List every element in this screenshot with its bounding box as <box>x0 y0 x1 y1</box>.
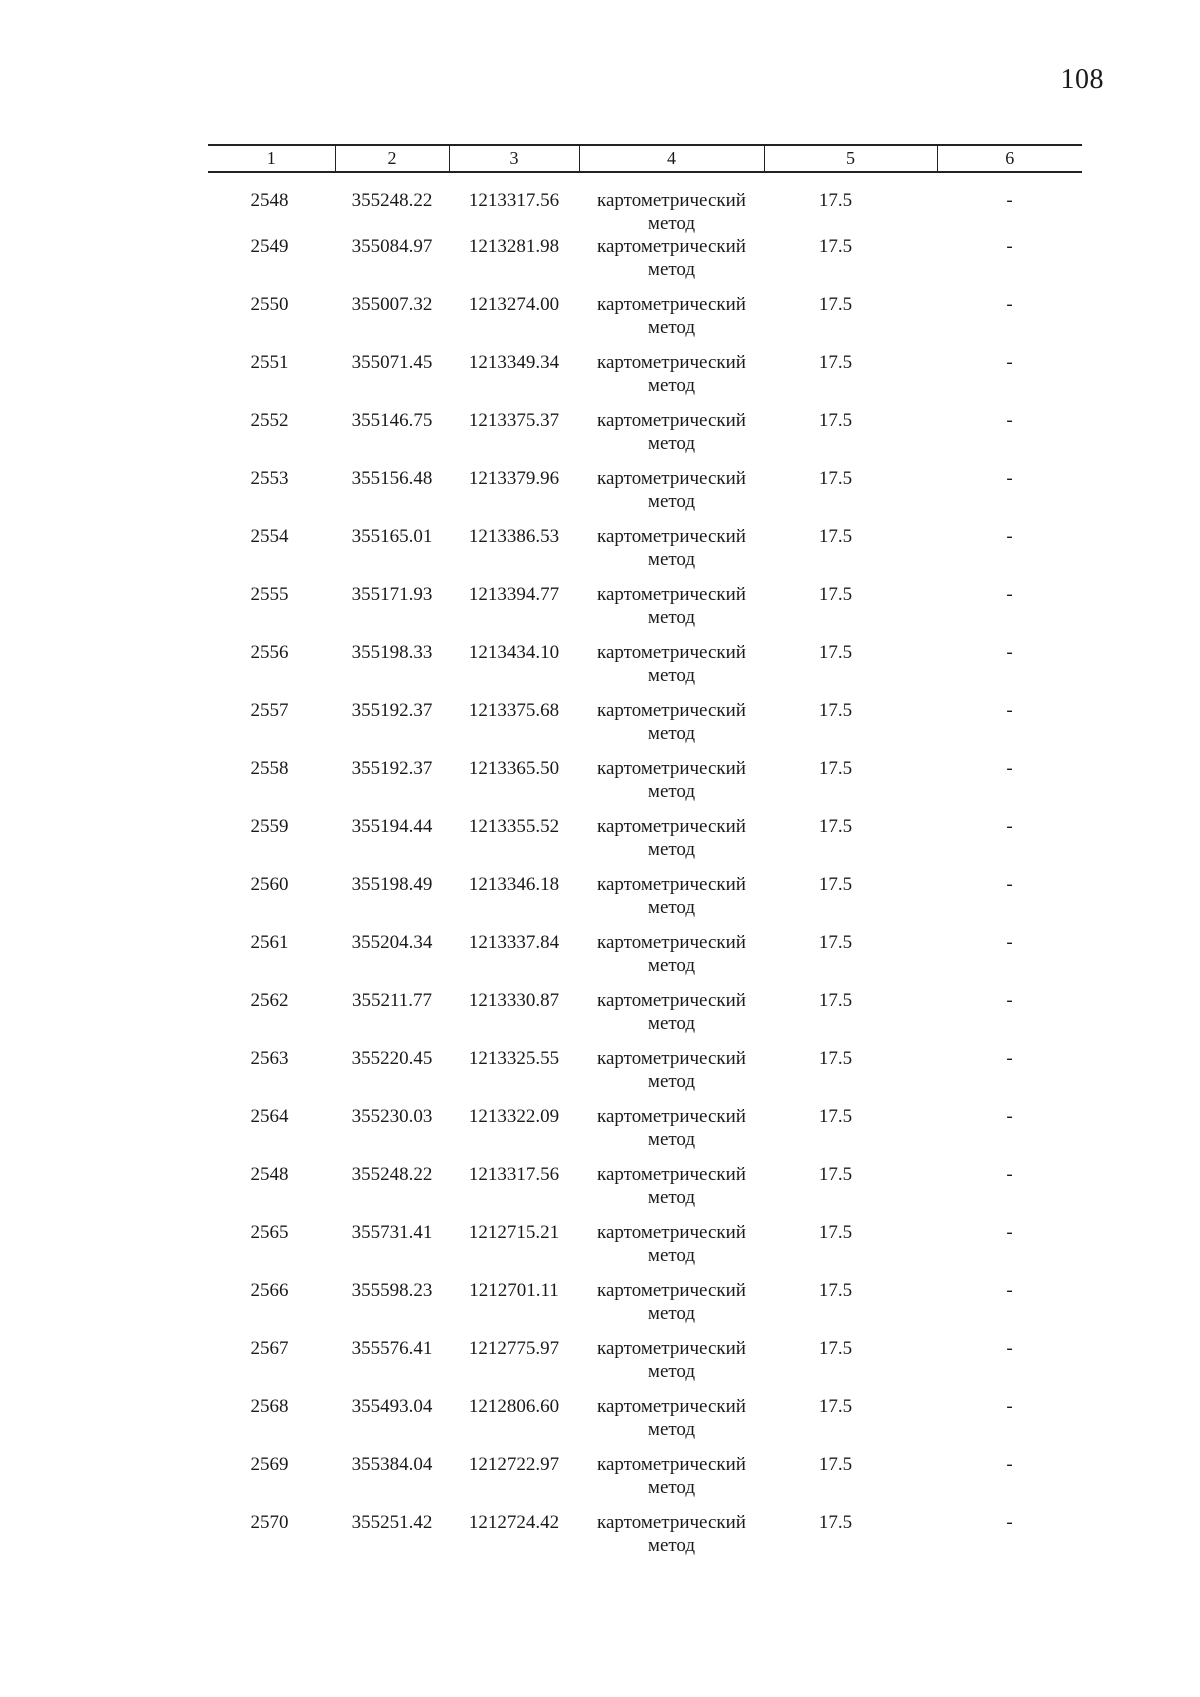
x-coordinate-cell: 355007.32 <box>351 294 433 315</box>
point-number-cell: 2562 <box>250 990 289 1011</box>
note-cell: - <box>1006 1280 1013 1301</box>
x-coordinate-cell: 355192.37 <box>351 700 433 721</box>
point-number-cell: 2558 <box>250 758 289 779</box>
x-coordinate-cell: 355156.48 <box>351 468 433 489</box>
note-cell: - <box>1006 932 1013 953</box>
y-coordinate-cell: 1213434.10 <box>468 642 560 663</box>
method-cell <box>579 699 764 757</box>
accuracy-cell: 17.5 <box>818 410 853 431</box>
point-number-cell: 2565 <box>250 1222 289 1243</box>
note-cell: - <box>1006 990 1013 1011</box>
method-line-2: метод <box>647 1187 696 1208</box>
y-coordinate-cell: 1212722.97 <box>468 1454 560 1475</box>
coordinates-table-container <box>208 144 1082 1569</box>
method-line-1: картометрический <box>597 1454 746 1475</box>
accuracy-cell: 17.5 <box>818 700 853 721</box>
method-cell <box>579 1279 764 1337</box>
method-line-2: метод <box>647 897 696 918</box>
note-cell: - <box>1006 758 1013 779</box>
y-coordinate-cell: 1212715.21 <box>468 1222 560 1243</box>
point-number-cell: 2567 <box>250 1338 289 1359</box>
point-number-cell: 2548 <box>250 1164 289 1185</box>
method-line-1: картометрический <box>597 1164 746 1185</box>
x-coordinate-cell: 355165.01 <box>351 526 433 547</box>
table-row <box>208 1395 1082 1453</box>
point-number-cell: 2556 <box>250 642 289 663</box>
method-line-1: картометрический <box>597 874 746 895</box>
method-line-2: метод <box>647 1535 696 1556</box>
x-coordinate-cell: 355731.41 <box>351 1222 433 1243</box>
y-coordinate-cell: 1213394.77 <box>468 584 560 605</box>
note-cell: - <box>1006 874 1013 895</box>
table-row <box>208 467 1082 525</box>
note-cell: - <box>1006 816 1013 837</box>
table-row <box>208 1279 1082 1337</box>
method-line-1: картометрический <box>597 1222 746 1243</box>
note-cell: - <box>1006 1164 1013 1185</box>
x-coordinate-cell: 355194.44 <box>351 816 433 837</box>
accuracy-cell: 17.5 <box>818 1512 853 1533</box>
table-row <box>208 641 1082 699</box>
accuracy-cell: 17.5 <box>818 1222 853 1243</box>
point-number-cell: 2561 <box>250 932 289 953</box>
x-coordinate-cell: 355251.42 <box>351 1512 433 1533</box>
note-cell: - <box>1006 190 1013 211</box>
column-header-3: 3 <box>449 145 579 172</box>
method-line-1: картометрический <box>597 1280 746 1301</box>
table-row <box>208 989 1082 1047</box>
table-row <box>208 525 1082 583</box>
accuracy-cell: 17.5 <box>818 1164 853 1185</box>
y-coordinate-cell: 1212806.60 <box>468 1396 560 1417</box>
method-line-2: метод <box>647 433 696 454</box>
y-coordinate-cell: 1213386.53 <box>468 526 560 547</box>
point-number-cell: 2566 <box>250 1280 289 1301</box>
method-cell <box>579 409 764 467</box>
y-coordinate-cell: 1213349.34 <box>468 352 560 373</box>
table-row <box>208 1453 1082 1511</box>
accuracy-cell: 17.5 <box>818 468 853 489</box>
coordinates-table <box>208 144 1082 1569</box>
method-cell <box>579 1105 764 1163</box>
accuracy-cell: 17.5 <box>818 584 853 605</box>
method-cell <box>579 1511 764 1569</box>
note-cell: - <box>1006 1512 1013 1533</box>
point-number-cell: 2553 <box>250 468 289 489</box>
method-line-2: метод <box>647 781 696 802</box>
method-line-2: метод <box>647 1361 696 1382</box>
x-coordinate-cell: 355598.23 <box>351 1280 433 1301</box>
y-coordinate-cell: 1213317.56 <box>468 190 560 211</box>
method-line-2: метод <box>647 723 696 744</box>
point-number-cell: 2569 <box>250 1454 289 1475</box>
x-coordinate-cell: 355204.34 <box>351 932 433 953</box>
note-cell: - <box>1006 584 1013 605</box>
note-cell: - <box>1006 700 1013 721</box>
table-row <box>208 1105 1082 1163</box>
method-cell <box>579 351 764 409</box>
table-row <box>208 1337 1082 1395</box>
table-row <box>208 873 1082 931</box>
method-line-2: метод <box>647 317 696 338</box>
method-line-1: картометрический <box>597 190 746 211</box>
method-cell <box>579 873 764 931</box>
method-line-1: картометрический <box>597 816 746 837</box>
x-coordinate-cell: 355220.45 <box>351 1048 433 1069</box>
point-number-cell: 2564 <box>250 1106 289 1127</box>
method-line-2: метод <box>647 491 696 512</box>
method-cell <box>579 235 764 293</box>
note-cell: - <box>1006 468 1013 489</box>
accuracy-cell: 17.5 <box>818 190 853 211</box>
note-cell: - <box>1006 1396 1013 1417</box>
y-coordinate-cell: 1213325.55 <box>468 1048 560 1069</box>
y-coordinate-cell: 1213281.98 <box>468 236 560 257</box>
method-cell <box>579 641 764 699</box>
note-cell: - <box>1006 1222 1013 1243</box>
accuracy-cell: 17.5 <box>818 236 853 257</box>
x-coordinate-cell: 355146.75 <box>351 410 433 431</box>
y-coordinate-cell: 1213274.00 <box>468 294 560 315</box>
y-coordinate-cell: 1213375.37 <box>468 410 560 431</box>
column-header-5: 5 <box>764 145 937 172</box>
accuracy-cell: 17.5 <box>818 294 853 315</box>
y-coordinate-cell: 1212775.97 <box>468 1338 560 1359</box>
note-cell: - <box>1006 642 1013 663</box>
note-cell: - <box>1006 410 1013 431</box>
method-line-2: метод <box>647 549 696 570</box>
note-cell: - <box>1006 1106 1013 1127</box>
table-row <box>208 757 1082 815</box>
method-cell <box>579 1337 764 1395</box>
method-line-2: метод <box>647 955 696 976</box>
accuracy-cell: 17.5 <box>818 1106 853 1127</box>
x-coordinate-cell: 355192.37 <box>351 758 433 779</box>
method-line-1: картометрический <box>597 1048 746 1069</box>
method-line-2: метод <box>647 665 696 686</box>
point-number-cell: 2568 <box>250 1396 289 1417</box>
point-number-cell: 2557 <box>250 700 289 721</box>
table-row <box>208 931 1082 989</box>
x-coordinate-cell: 355211.77 <box>351 990 433 1011</box>
y-coordinate-cell: 1213365.50 <box>468 758 560 779</box>
table-body <box>208 172 1082 1569</box>
x-coordinate-cell: 355248.22 <box>351 190 433 211</box>
point-number-cell: 2555 <box>250 584 289 605</box>
x-coordinate-cell: 355198.33 <box>351 642 433 663</box>
x-coordinate-cell: 355084.97 <box>351 236 433 257</box>
y-coordinate-cell: 1213317.56 <box>468 1164 560 1185</box>
point-number-cell: 2551 <box>250 352 289 373</box>
accuracy-cell: 17.5 <box>818 1338 853 1359</box>
point-number-cell: 2554 <box>250 526 289 547</box>
method-cell <box>579 525 764 583</box>
x-coordinate-cell: 355198.49 <box>351 874 433 895</box>
point-number-cell: 2549 <box>250 236 289 257</box>
method-line-2: метод <box>647 1303 696 1324</box>
method-line-1: картометрический <box>597 410 746 431</box>
method-cell <box>579 1047 764 1105</box>
point-number-cell: 2570 <box>250 1512 289 1533</box>
accuracy-cell: 17.5 <box>818 1048 853 1069</box>
method-line-2: метод <box>647 213 696 234</box>
method-line-2: метод <box>647 607 696 628</box>
table-row <box>208 351 1082 409</box>
y-coordinate-cell: 1213337.84 <box>468 932 560 953</box>
y-coordinate-cell: 1213330.87 <box>468 990 560 1011</box>
method-line-1: картометрический <box>597 526 746 547</box>
method-cell <box>579 583 764 641</box>
accuracy-cell: 17.5 <box>818 352 853 373</box>
column-header-4: 4 <box>579 145 764 172</box>
method-cell <box>579 757 764 815</box>
method-line-2: метод <box>647 1071 696 1092</box>
table-row <box>208 583 1082 641</box>
point-number-cell: 2559 <box>250 816 289 837</box>
point-number-cell: 2548 <box>250 190 289 211</box>
x-coordinate-cell: 355493.04 <box>351 1396 433 1417</box>
method-line-1: картометрический <box>597 1338 746 1359</box>
column-header-6: 6 <box>937 145 1082 172</box>
y-coordinate-cell: 1213355.52 <box>468 816 560 837</box>
method-line-1: картометрический <box>597 468 746 489</box>
method-cell <box>579 293 764 351</box>
method-cell <box>579 1453 764 1511</box>
y-coordinate-cell: 1213346.18 <box>468 874 560 895</box>
x-coordinate-cell: 355230.03 <box>351 1106 433 1127</box>
table-row <box>208 699 1082 757</box>
method-line-1: картометрический <box>597 642 746 663</box>
table-row <box>208 1221 1082 1279</box>
note-cell: - <box>1006 236 1013 257</box>
method-line-2: метод <box>647 1129 696 1150</box>
method-cell <box>579 815 764 873</box>
y-coordinate-cell: 1212724.42 <box>468 1512 560 1533</box>
y-coordinate-cell: 1213379.96 <box>468 468 560 489</box>
accuracy-cell: 17.5 <box>818 990 853 1011</box>
accuracy-cell: 17.5 <box>818 816 853 837</box>
method-cell <box>579 1395 764 1453</box>
accuracy-cell: 17.5 <box>818 1454 853 1475</box>
method-line-1: картометрический <box>597 932 746 953</box>
note-cell: - <box>1006 352 1013 373</box>
method-line-2: метод <box>647 839 696 860</box>
column-header-2: 2 <box>335 145 449 172</box>
method-line-2: метод <box>647 1013 696 1034</box>
method-line-1: картометрический <box>597 294 746 315</box>
header-row <box>208 145 1082 172</box>
method-cell <box>579 1163 764 1221</box>
x-coordinate-cell: 355071.45 <box>351 352 433 373</box>
method-cell <box>579 467 764 525</box>
note-cell: - <box>1006 1048 1013 1069</box>
table-row <box>208 409 1082 467</box>
method-line-1: картометрический <box>597 1512 746 1533</box>
y-coordinate-cell: 1213375.68 <box>468 700 560 721</box>
table-header <box>208 145 1082 172</box>
method-line-2: метод <box>647 1477 696 1498</box>
method-cell <box>579 931 764 989</box>
note-cell: - <box>1006 526 1013 547</box>
table-row <box>208 235 1082 293</box>
accuracy-cell: 17.5 <box>818 1280 853 1301</box>
note-cell: - <box>1006 1454 1013 1475</box>
table-row <box>208 815 1082 873</box>
point-number-cell: 2560 <box>250 874 289 895</box>
point-number-cell: 2563 <box>250 1048 289 1069</box>
accuracy-cell: 17.5 <box>818 642 853 663</box>
method-line-1: картометрический <box>597 236 746 257</box>
method-cell <box>579 172 764 235</box>
page-number: 108 <box>1060 64 1104 95</box>
method-line-2: метод <box>647 375 696 396</box>
method-line-2: метод <box>647 259 696 280</box>
table-row <box>208 1047 1082 1105</box>
method-line-1: картометрический <box>597 1396 746 1417</box>
point-number-cell: 2550 <box>250 294 289 315</box>
method-cell <box>579 989 764 1047</box>
accuracy-cell: 17.5 <box>818 1396 853 1417</box>
accuracy-cell: 17.5 <box>818 874 853 895</box>
point-number-cell: 2552 <box>250 410 289 431</box>
x-coordinate-cell: 355576.41 <box>351 1338 433 1359</box>
x-coordinate-cell: 355384.04 <box>351 1454 433 1475</box>
method-cell <box>579 1221 764 1279</box>
method-line-2: метод <box>647 1245 696 1266</box>
y-coordinate-cell: 1213322.09 <box>468 1106 560 1127</box>
note-cell: - <box>1006 294 1013 315</box>
method-line-2: метод <box>647 1419 696 1440</box>
method-line-1: картометрический <box>597 1106 746 1127</box>
column-header-1: 1 <box>208 145 335 172</box>
y-coordinate-cell: 1212701.11 <box>469 1280 559 1301</box>
accuracy-cell: 17.5 <box>818 758 853 779</box>
table-row <box>208 172 1082 235</box>
method-line-1: картометрический <box>597 352 746 373</box>
x-coordinate-cell: 355171.93 <box>351 584 433 605</box>
table-row <box>208 1511 1082 1569</box>
table-row <box>208 1163 1082 1221</box>
note-cell: - <box>1006 1338 1013 1359</box>
method-line-1: картометрический <box>597 584 746 605</box>
accuracy-cell: 17.5 <box>818 932 853 953</box>
method-line-1: картометрический <box>597 990 746 1011</box>
method-line-1: картометрический <box>597 758 746 779</box>
accuracy-cell: 17.5 <box>818 526 853 547</box>
method-line-1: картометрический <box>597 700 746 721</box>
table-row <box>208 293 1082 351</box>
x-coordinate-cell: 355248.22 <box>351 1164 433 1185</box>
